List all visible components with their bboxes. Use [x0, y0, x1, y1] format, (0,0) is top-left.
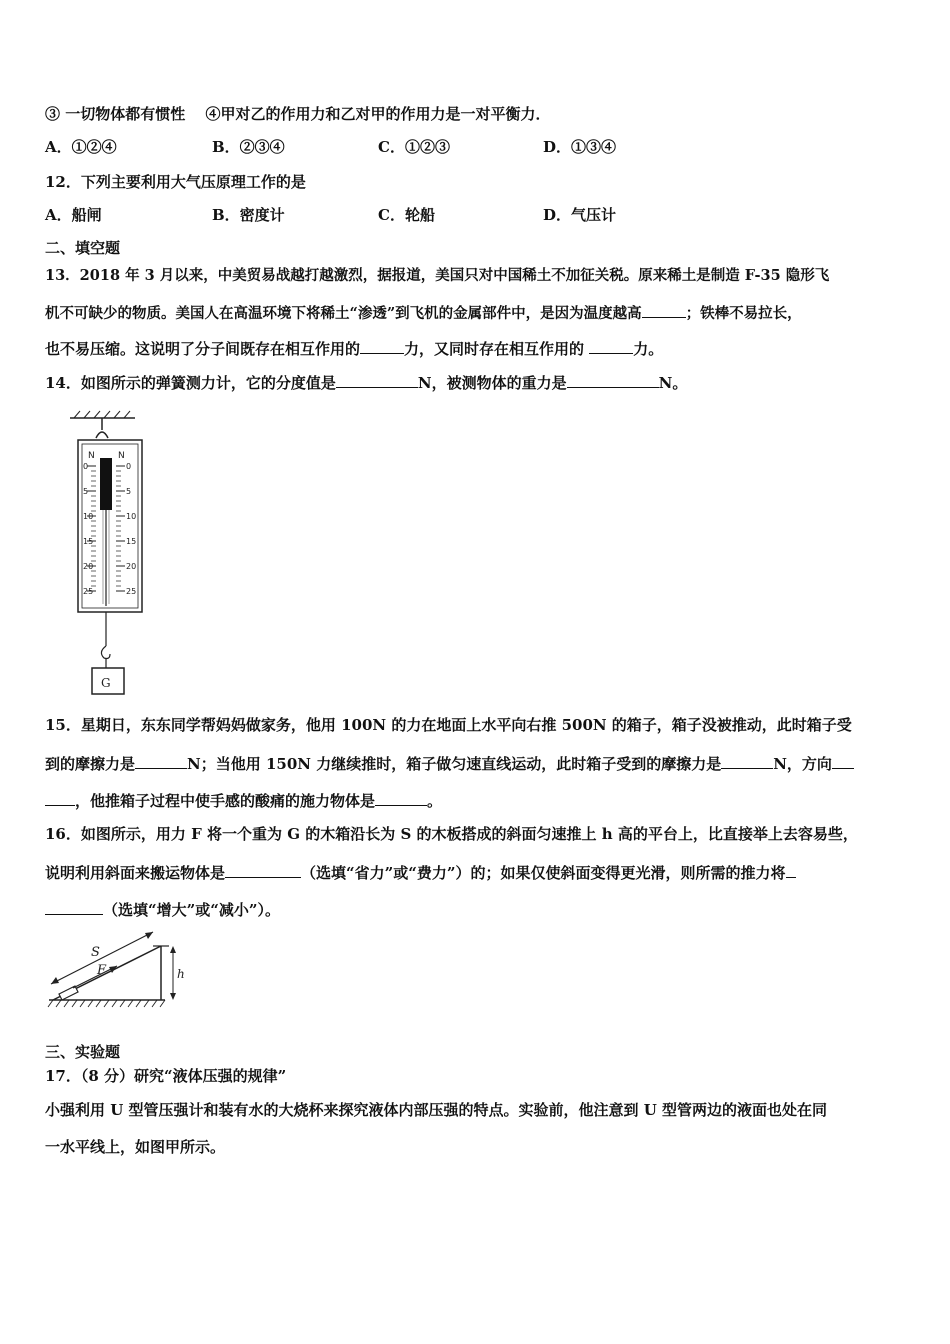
- scale-label-right: 15: [126, 537, 137, 546]
- q15-blank-4[interactable]: [375, 790, 427, 806]
- scale-label-left: 20: [83, 562, 94, 571]
- q13-blank-1[interactable]: [642, 302, 686, 318]
- scale-label-left: 15: [83, 537, 94, 546]
- incline-label-f: F: [97, 963, 107, 978]
- q17-line-1: 小强利用 U 型管压强计和装有水的大烧杯来探究液体内部压强的特点。实验前，他注意到 U 型管两边的液面也处在同: [45, 1101, 828, 1119]
- section-heading-experiment: 三、实验题: [45, 1043, 121, 1061]
- q17-title: 17．（8 分）研究“液体压强的规律”: [45, 1067, 287, 1085]
- scale-label-right: 10: [126, 512, 137, 521]
- q14-blank-1[interactable]: [336, 372, 418, 388]
- q16-blank-2a[interactable]: [786, 862, 796, 878]
- q13-line-3: 也不易压缩。这说明了分子间既存在相互作用的 力，又同时存在相互作用的 力。: [45, 340, 664, 358]
- scale-label-left: 10: [83, 512, 94, 521]
- q16-line-2: 说明利用斜面来搬运物体是 （选填“省力”或“费力”）的；如果仅使斜面变得更光滑，则所需的推力将: [45, 862, 796, 883]
- scale-label-right: 20: [126, 562, 137, 571]
- q12-stem: 12．下列主要利用大气压原理工作的是: [45, 173, 306, 191]
- scale-label-left: 5: [83, 487, 89, 496]
- q12-option-b: B．密度计: [212, 206, 285, 224]
- q11-option-c: C．①②③: [378, 138, 450, 156]
- q15-blank-3b[interactable]: [45, 790, 75, 806]
- q16-blank-2b[interactable]: [45, 899, 103, 915]
- incline-label-h: h: [177, 967, 185, 981]
- scale-unit-left: N: [88, 451, 95, 461]
- q12-option-c: C．轮船: [378, 206, 435, 224]
- q12-option-d: D．气压计: [543, 206, 617, 224]
- q15-blank-2[interactable]: [721, 753, 773, 769]
- q11-option-b: B．②③④: [212, 138, 285, 156]
- q11-option-a: A．①②④: [45, 138, 117, 156]
- q16-line-3: （选填“增大”或“减小”）。: [45, 899, 280, 920]
- scale-label-left: 0: [83, 462, 89, 471]
- scale-label-right: 25: [126, 587, 137, 596]
- incline-label-s: S: [91, 945, 100, 960]
- q13-blank-3[interactable]: [589, 338, 633, 354]
- incline-figure: [45, 928, 195, 1012]
- q11-statements: ③ 一切物体都有惯性 ④甲对乙的作用力和乙对甲的作用力是一对平衡力．: [45, 105, 551, 123]
- scale-unit-right: N: [118, 451, 125, 461]
- scale-label-right: 5: [126, 487, 132, 496]
- q14-stem: 14．如图所示的弹簧测力计，它的分度值是 N，被测物体的重力是 N。: [45, 374, 688, 392]
- q15-line-3: ，他推箱子过程中使手感的酸痛的施力物体是 。: [45, 790, 442, 811]
- scale-label-left: 25: [83, 587, 94, 596]
- q16-line-1: 16．如图所示，用力 F 将一个重为 G 的木箱沿长为 S 的木板搭成的斜面匀速推上 h 高的平台上，比直接举上去容易些，: [45, 825, 858, 843]
- spring-scale-figure: [60, 408, 170, 702]
- q15-line-1: 15．星期日，东东同学帮妈妈做家务，他用 100N 的力在地面上水平向右推 500N 的箱子，箱子没被推动，此时箱子受: [45, 716, 852, 734]
- weight-label: G: [101, 676, 111, 690]
- q13-blank-2[interactable]: [360, 338, 404, 354]
- q13-line-1: 13．2018 年 3 月以来，中美贸易战越打越激烈，据报道，美国只对中国稀土不加征关税。原来稀土是制造 F-35 隐形飞: [45, 267, 830, 284]
- q14-blank-2[interactable]: [567, 372, 659, 388]
- scale-label-right: 0: [126, 462, 132, 471]
- q15-blank-3a[interactable]: [832, 753, 854, 769]
- q15-blank-1[interactable]: [135, 753, 187, 769]
- q12-option-a: A．船闸: [45, 206, 102, 224]
- q16-blank-1[interactable]: [225, 862, 301, 878]
- q13-line-2: 机不可缺少的物质。美国人在高温环境下将稀土“渗透”到飞机的金属部件中，是因为温度越高 ；铁棒不易拉长，: [45, 302, 802, 324]
- q17-line-2: 一水平线上，如图甲所示。: [45, 1138, 226, 1156]
- q15-line-2: 到的摩擦力是 N；当他用 150N 力继续推时，箱子做匀速直线运动，此时箱子受到的摩擦力是 N，方向: [45, 753, 854, 774]
- section-heading-fill-in: 二、填空题: [45, 239, 121, 257]
- q11-option-d: D．①③④: [543, 138, 617, 156]
